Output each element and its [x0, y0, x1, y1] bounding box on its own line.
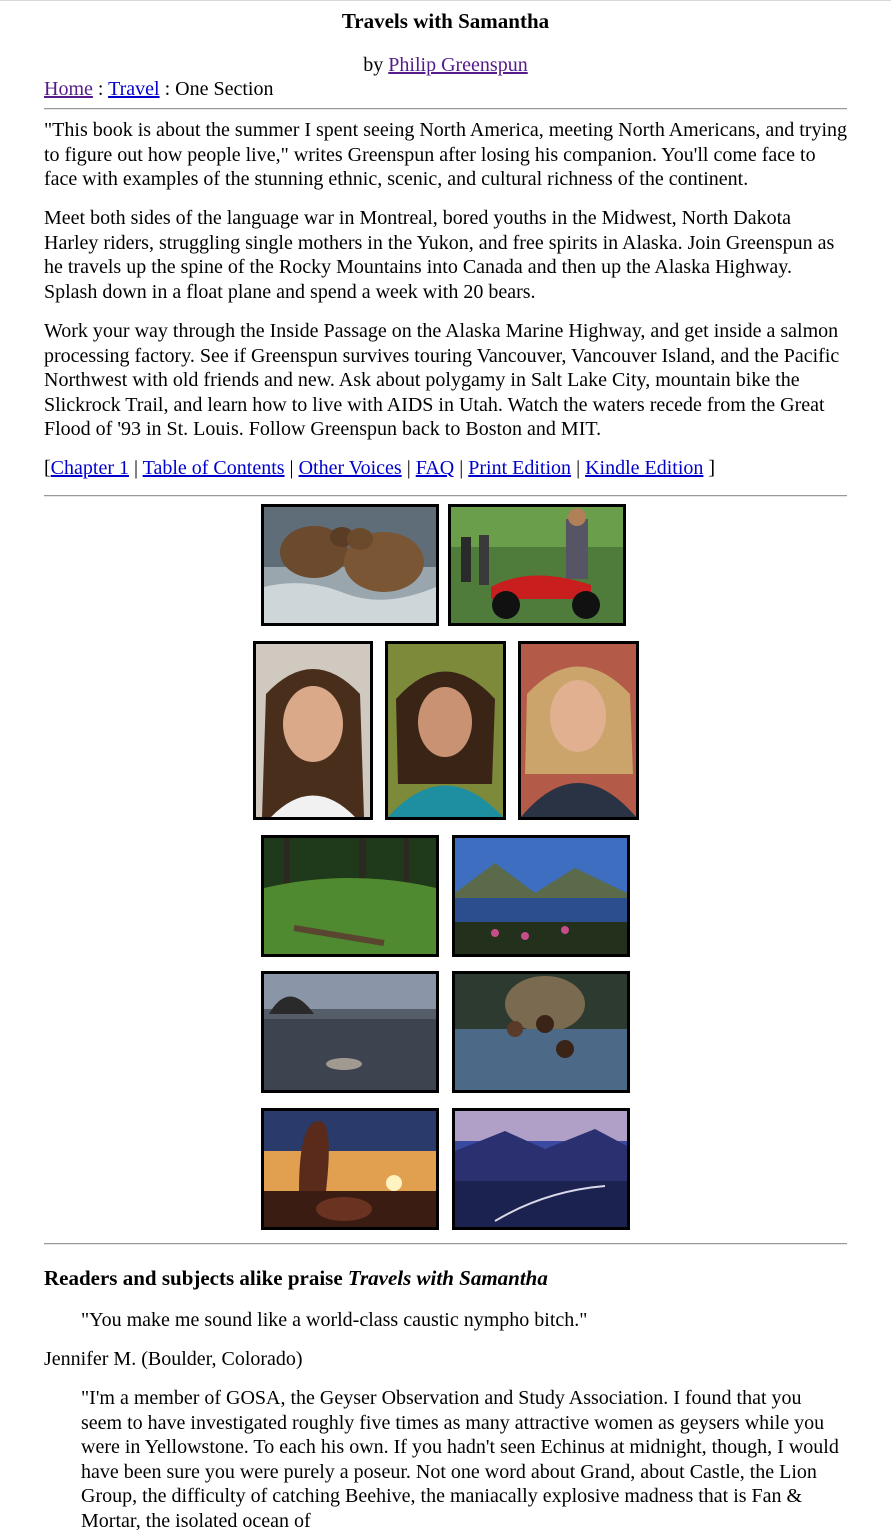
woman-portrait-3[interactable]	[518, 641, 639, 820]
praise-heading	[44, 1265, 548, 1291]
woman-portrait-1[interactable]	[253, 641, 373, 820]
bears-photo[interactable]	[261, 504, 439, 626]
link-separator: |	[284, 457, 299, 479]
top-border	[0, 0, 891, 1]
delicate-arch-photo[interactable]	[261, 1108, 439, 1230]
breadcrumb-current: One Section	[175, 78, 274, 100]
byline-prefix: by	[363, 54, 389, 76]
intro-paragraph-1: "This book is about the summer I spent seeing North America, meeting North Americans, and trying to figure out how people live," writes Greenspun after losing his companion. You'll come face to face with examples of the stunning ethnic, scenic, and cultural richness of the continent.	[44, 119, 847, 190]
author-link[interactable]: Philip Greenspun	[388, 54, 528, 76]
divider	[44, 495, 847, 497]
breadcrumb-separator: :	[159, 78, 176, 100]
book-nav-links	[44, 456, 847, 481]
breadcrumb-travel-link[interactable]: Travel	[108, 78, 160, 100]
page-title: Travels with Samantha	[341, 9, 550, 33]
breadcrumb-separator: :	[92, 78, 109, 100]
other-voices-link[interactable]: Other Voices	[298, 457, 402, 479]
byline	[44, 53, 847, 78]
link-separator: |	[454, 457, 469, 479]
reader-quote-2: "I'm a member of GOSA, the Geyser Observation and Study Association. I found that you seem to have investigated roughly five times as many attractive women as geysers while you were in Yellowstone. To each his own. If you hadn't seen Echinus at midnight, though, I would have been sure you were purely a poseur. Not one word about Grand, about Castle, the Lion Group, the difficulty of catching Beehive, the maniacally explosive madness that is Fan & Mortar, the isolated ocean of	[81, 1387, 839, 1532]
bracket-close: ]	[703, 457, 716, 479]
divider	[44, 108, 847, 110]
intro-paragraph-3: Work your way through the Inside Passage on the Alaska Marine Highway, and get inside a salmon processing factory. See if Greenspun survives touring Vancouver, Vancouver Island, and the Pacific Northwest with old friends and new. Ask about polygamy in Salt Lake City, mountain bike the Slickrock Trail, and learn how to live with AIDS in Utah. Watch the waters recede from the Great Flood of '93 in St. Louis. Follow Greenspun back to Boston and MIT.	[44, 320, 840, 440]
forest-floor-photo[interactable]	[261, 835, 439, 957]
bracket-open: [	[44, 457, 51, 479]
mountain-lake-photo[interactable]	[452, 835, 630, 957]
intro-paragraph-2: Meet both sides of the language war in Montreal, bored youths in the Midwest, North Dakota Harley riders, struggling single mothers in the Yukon, and free spirits in Alaska. Join Greenspun as he travels up the spine of the Rocky Mountains into Canada and then up the Alaska Highway. Splash down in a float plane and spend a week with 20 bears.	[44, 207, 835, 303]
link-separator: |	[401, 457, 416, 479]
faq-link[interactable]: FAQ	[415, 457, 455, 479]
breadcrumb	[44, 77, 273, 102]
fountain-children-photo[interactable]	[452, 971, 630, 1093]
print-edition-link[interactable]: Print Edition	[468, 457, 572, 479]
rocky-shore-photo[interactable]	[261, 971, 439, 1093]
praise-heading-book-title: Travels with Samantha	[347, 1266, 548, 1290]
divider	[44, 1243, 847, 1245]
link-separator: |	[128, 457, 143, 479]
link-separator: |	[571, 457, 586, 479]
harley-riders-photo[interactable]	[448, 504, 626, 626]
reader-quote-1: "You make me sound like a world-class caustic nympho bitch."	[81, 1309, 588, 1331]
table-of-contents-link[interactable]: Table of Contents	[142, 457, 285, 479]
woman-portrait-2[interactable]	[385, 641, 506, 820]
quote-attribution: Jennifer M. (Boulder, Colorado)	[44, 1348, 303, 1370]
praise-heading-text: Readers and subjects alike praise	[44, 1266, 348, 1290]
chapter-1-link[interactable]: Chapter 1	[50, 457, 129, 479]
breadcrumb-home-link[interactable]: Home	[44, 78, 93, 100]
kindle-edition-link[interactable]: Kindle Edition	[585, 457, 704, 479]
mountain-valley-photo[interactable]	[452, 1108, 630, 1230]
